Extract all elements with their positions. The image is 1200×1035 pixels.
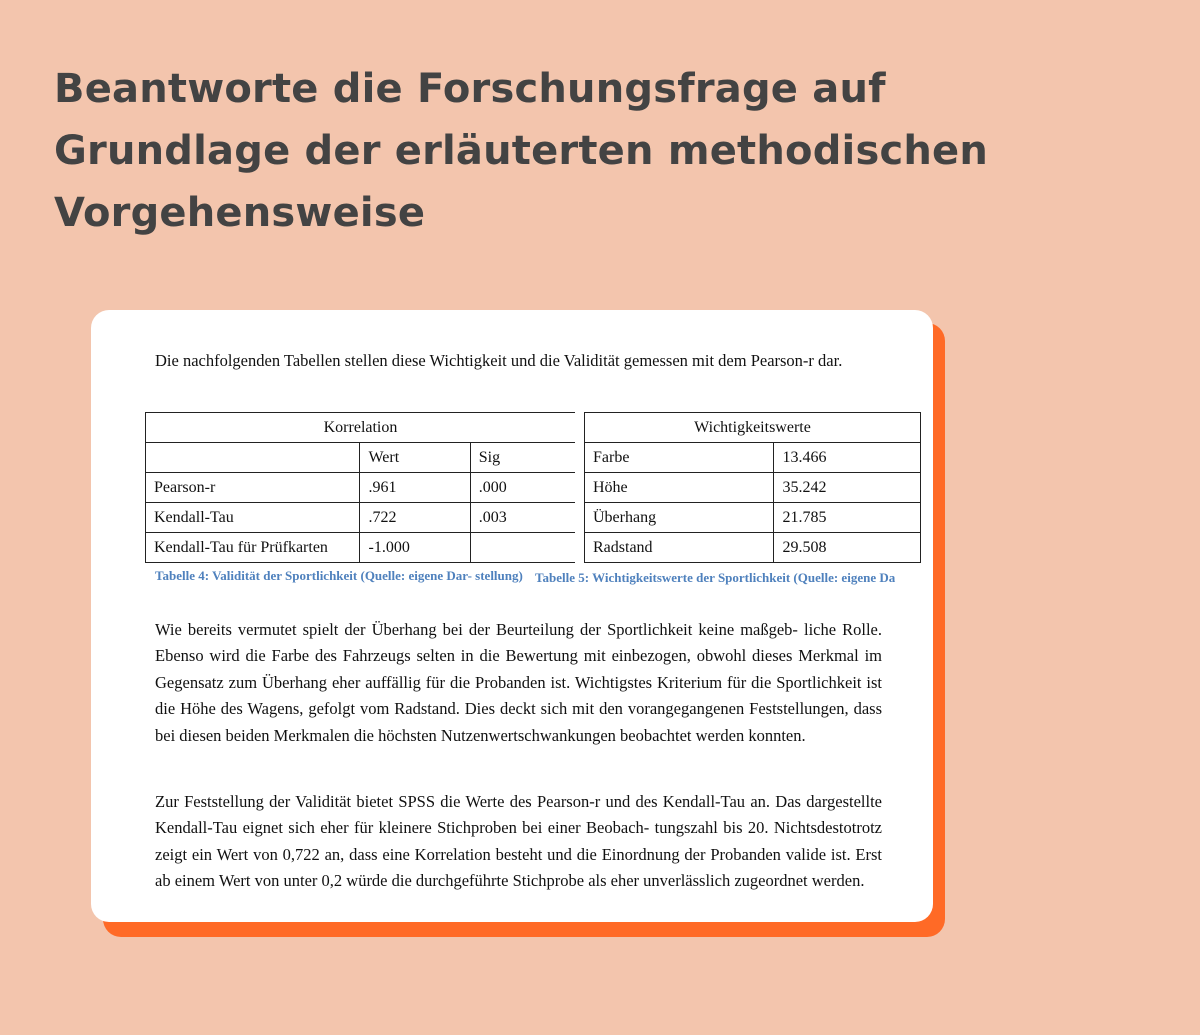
table-4-caption: Tabelle 4: Validität der Sportlichkeit (Quelle: eigene Dar- stellung) [155, 568, 523, 583]
table-row [585, 503, 921, 533]
table-5-caption: Tabelle 5: Wichtigkeitswerte der Sportlichkeit (Quelle: eigene Da [535, 570, 896, 585]
intro-paragraph: Die nachfolgenden Tabellen stellen diese Wichtigkeit und die Validität gemessen mit dem Pearson-r dar. [155, 351, 843, 370]
table-row [146, 473, 576, 503]
headline-line-1: Beantworte die Forschungsfrage auf [54, 66, 886, 112]
table-cell: -1.000 [360, 533, 470, 563]
table-cell: Überhang [585, 503, 774, 533]
table-korrelation [145, 412, 575, 563]
table-row [585, 443, 921, 473]
document-excerpt [91, 310, 933, 922]
table-cell: 29.508 [774, 533, 921, 563]
table-cell: 21.785 [774, 503, 921, 533]
table-header-cell: Wert [360, 443, 470, 473]
table-cell: .003 [470, 503, 575, 533]
table-row [146, 533, 576, 563]
table-cell [470, 533, 575, 563]
table-header-cell [146, 443, 360, 473]
table-header-cell: Sig [470, 443, 575, 473]
table-cell: Kendall-Tau [146, 503, 360, 533]
body-paragraph-1: Wie bereits vermutet spielt der Überhang bei der Beurteilung der Sportlichkeit keine maßgeb- liche Rolle. Ebenso wird die Farbe des Fahrzeugs selten in die Bewertung mit einbezogen, obwohl dieses Merkmal im Gegensatz zum Überhang eher auffällig für die Probanden ist. Wichtigstes Kriterium für die Sportlichkeit ist die Höhe des Wagens, gefolgt vom Radstand. Dies deckt sich mit den vorangegangenen Feststellungen, dass bei diesen beiden Merkmalen die höchsten Nutzenwertschwankungen beobachtet werden konnten. [155, 620, 882, 745]
table-row [146, 503, 576, 533]
table-cell: Radstand [585, 533, 774, 563]
table-row [585, 473, 921, 503]
document-card [91, 310, 933, 922]
headline-line-3: Vorgehensweise [54, 190, 426, 236]
table-cell: .000 [470, 473, 575, 503]
table-cell: Höhe [585, 473, 774, 503]
table-cell: 35.242 [774, 473, 921, 503]
body-paragraph-2: Zur Feststellung der Validität bietet SPSS die Werte des Pearson-r und des Kendall-Tau an. Das dargestellte Kendall-Tau eignet sich eher für kleinere Stichproben bei einer Beobach- tungszahl bis 20. Nichtsdestotrotz zeigt ein Wert von 0,722 an, dass eine Korrelation besteht und die Einordnung der Probanden valide ist. Erst ab einem Wert von unter 0,2 würde die durchgeführte Stichprobe als eher unverlässlich zugeordnet werden. [155, 792, 882, 891]
headline-line-2: Grundlage der erläuterten methodischen [54, 128, 989, 174]
table-title-row [146, 413, 576, 443]
page-headline [54, 58, 1054, 244]
table-cell: 13.466 [774, 443, 921, 473]
table-row [585, 533, 921, 563]
table-cell: Pearson-r [146, 473, 360, 503]
table-header-row [146, 443, 576, 473]
table-cell: Farbe [585, 443, 774, 473]
table-wichtigkeitswerte [584, 412, 921, 563]
table-cell: .722 [360, 503, 470, 533]
table-title: Korrelation [146, 413, 576, 443]
table-title: Wichtigkeitswerte [585, 413, 921, 443]
table-title-row [585, 413, 921, 443]
table-cell: .961 [360, 473, 470, 503]
table-cell: Kendall-Tau für Prüfkarten [146, 533, 360, 563]
